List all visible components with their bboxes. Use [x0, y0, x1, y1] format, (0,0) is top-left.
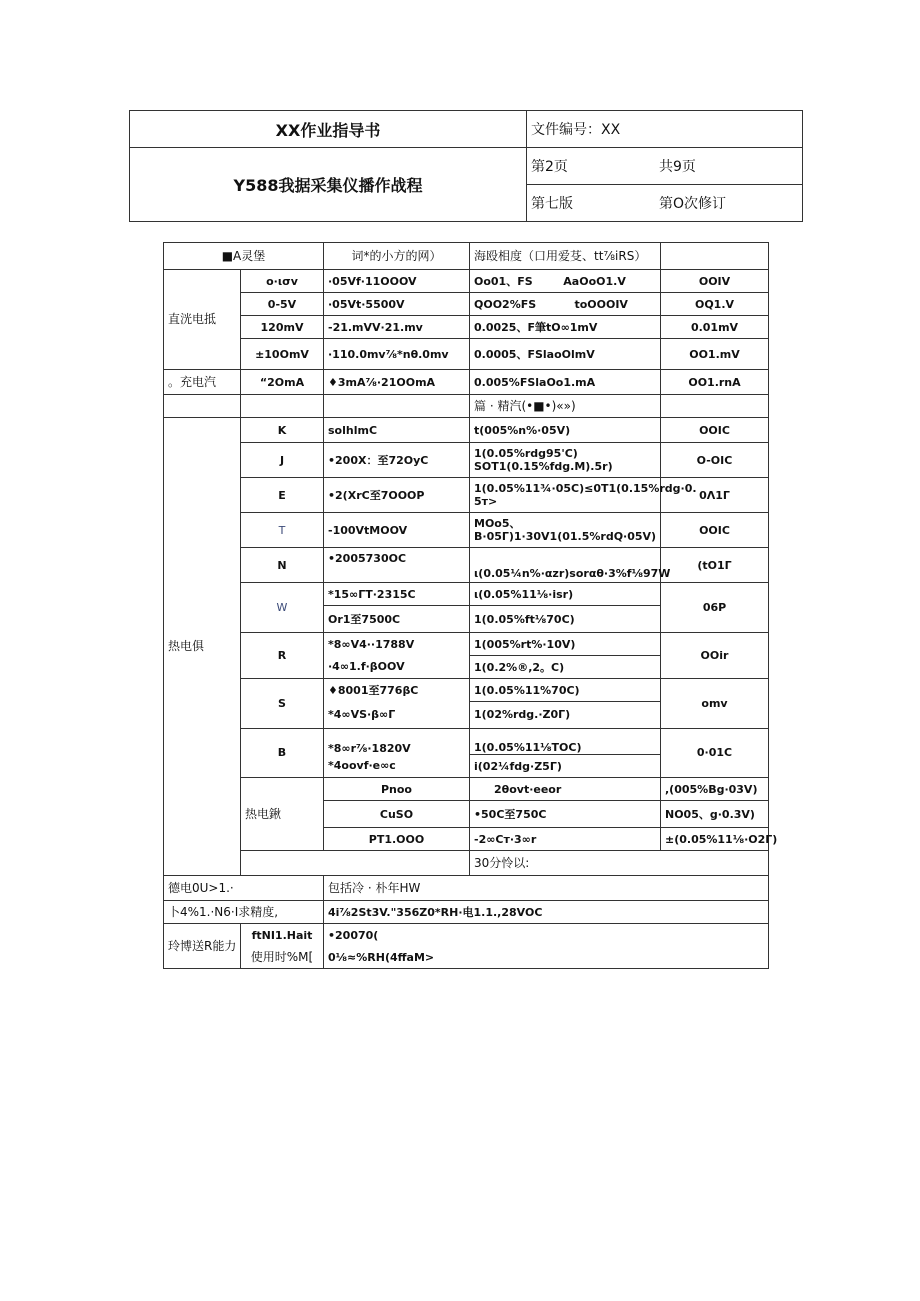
table-row — [164, 270, 769, 293]
current-group: 。充电汽 — [164, 370, 241, 395]
warmup-text: 30分怜以: — [470, 851, 769, 876]
page-number: 第2页 — [531, 159, 568, 175]
table-row — [164, 370, 769, 395]
accuracy-cell: 0.0005、FSlaoOlmV — [470, 339, 661, 370]
resolution-cell: OQ1.V — [661, 293, 769, 316]
table-row — [164, 851, 769, 876]
type-cell: T — [241, 513, 324, 548]
limit-cell: *8∞V4··1788V — [324, 633, 470, 656]
accuracy-cell: ,(005%Bg·03V) — [661, 778, 769, 801]
table-row — [164, 924, 769, 947]
type-cell: E — [241, 478, 324, 513]
accuracy-cell: QOO2%FS toOOOIV — [470, 293, 661, 316]
limit-cell: -21.mVV·21.mv — [324, 316, 470, 339]
table-row — [164, 443, 769, 478]
table-header-row — [164, 243, 769, 270]
type-cell: B — [241, 728, 324, 778]
accuracy-cell: 0.005%FSlaOo1.mA — [470, 370, 661, 395]
spec-table — [163, 242, 778, 969]
limit-cell: *4∞VS·β∞Γ — [324, 702, 470, 729]
table-row — [164, 395, 769, 418]
table-row — [164, 583, 769, 606]
env-group: 玲博送R能力 — [164, 924, 241, 969]
accuracy-cell: 1(0.05%11¾·05C)≤0T1(0.15%rdg·0. 5т> — [470, 478, 661, 513]
limit-cell: *4oovf·e∞c — [324, 755, 470, 778]
accuracy-cell: 1(0.2%®,2。C) — [470, 656, 661, 679]
header-function: ■A灵堡 — [164, 243, 324, 270]
revision: 第O次修订 — [659, 196, 727, 212]
resolution-cell: omv — [661, 679, 769, 729]
stability-text: 包括冷 · 朴年HW — [324, 876, 769, 901]
resolution-cell: 06P — [661, 583, 769, 633]
resolution-cell: 0.01mV — [661, 316, 769, 339]
resolution-cell: 0·01C — [661, 728, 769, 778]
range-cell: 120mV — [241, 316, 324, 339]
limit-cell: solhlmC — [324, 418, 470, 443]
env-value: 0⅛≈%RH(4ffaM> — [324, 946, 769, 969]
accuracy-cell: Oo01、FS AaOoO1.V — [470, 270, 661, 293]
accuracy-cell: 1(02%rdg.·Z0Γ) — [470, 702, 661, 729]
resolution-cell: OOIC — [661, 513, 769, 548]
table-row — [164, 316, 769, 339]
accuracy-note: 篇 · 精汽(•■•)«») — [470, 395, 661, 418]
limit-cell: ♦3mA⅞·21OOmA — [324, 370, 470, 395]
accuracy-cell: ι(0.05%11⅛·isr) — [470, 583, 661, 606]
range-cell: ±10OmV — [241, 339, 324, 370]
limit-cell: ·05Vt·5500V — [324, 293, 470, 316]
accuracy-cell: NO05、g·0.3V) — [661, 801, 769, 828]
limit-cell: 2θovt·eeor — [470, 778, 661, 801]
table-row — [164, 339, 769, 370]
version-info — [527, 185, 803, 222]
resolution-cell: (tO1Γ — [661, 548, 769, 583]
type-cell: N — [241, 548, 324, 583]
accuracy-cell: 1(0.05%ft⅛70C) — [470, 606, 661, 633]
env-value: •20070( — [324, 924, 769, 947]
limit-cell: Or1至7500C — [324, 606, 470, 633]
limit-cell: ·05Vf·11OOOV — [324, 270, 470, 293]
document-header — [129, 110, 803, 222]
table-row — [164, 478, 769, 513]
table-row — [164, 633, 769, 656]
limit-cell: •2(XrC至7OOOP — [324, 478, 470, 513]
type-cell: S — [241, 679, 324, 729]
header-resolution — [661, 243, 769, 270]
env-sub-label: ftNI1.Hait — [241, 924, 324, 947]
limit-cell: *8∞r⅞·1820V — [324, 728, 470, 755]
resolution-cell: OO1.mV — [661, 339, 769, 370]
limit-cell: -100VtMOOV — [324, 513, 470, 548]
accuracy-cell: i(02¼fdg·Z5Γ) — [470, 755, 661, 778]
table-row — [164, 876, 769, 901]
dc-voltage-group: 直洸电抵 — [164, 270, 241, 370]
stability-label: 德电0U>1.· — [164, 876, 324, 901]
page-total: 共9页 — [659, 159, 696, 175]
type-cell: Pnoo — [324, 778, 470, 801]
accuracy-cell: 1(0.05%11%70C) — [470, 679, 661, 702]
limit-cell: ·4∞1.f·βOOV — [324, 656, 470, 679]
range-cell: o·ισv — [241, 270, 324, 293]
precision-label: 卜4%1.·N6·I求精度, — [164, 901, 324, 924]
resolution-cell: OOir — [661, 633, 769, 679]
table-row — [164, 946, 769, 969]
type-cell: CuSO — [324, 801, 470, 828]
accuracy-cell: ι(0.05¼n%·αzr)sorαθ·3%f⅛97W — [470, 548, 661, 583]
header-range: 词*的小方的网） — [324, 243, 470, 270]
limit-cell: *15∞ΓT·2315C — [324, 583, 470, 606]
accuracy-cell: 0.0025、F筆tO∞1mV — [470, 316, 661, 339]
range-cell: 0-5V — [241, 293, 324, 316]
table-row — [164, 548, 769, 583]
limit-cell: ♦8001至776βC — [324, 679, 470, 702]
limit-cell: •50C至750C — [470, 801, 661, 828]
table-row — [164, 728, 769, 755]
rtd-group: 热电鍬 — [241, 778, 324, 851]
limit-cell: •200X：至72OyC — [324, 443, 470, 478]
type-cell: K — [241, 418, 324, 443]
accuracy-cell: 1(005%rt%·10V) — [470, 633, 661, 656]
type-cell: R — [241, 633, 324, 679]
range-cell: “2OmA — [241, 370, 324, 395]
document-number: 文件编号：XX — [527, 111, 803, 148]
table-row — [164, 418, 769, 443]
env-sub-label: 使用时%M[ — [241, 946, 324, 969]
limit-cell: -2∞Cт·3∞r — [470, 828, 661, 851]
header-accuracy: 海殴相度（口用爱芟、tt⅞iRS） — [470, 243, 661, 270]
table-row — [164, 679, 769, 702]
resolution-cell: O-OIC — [661, 443, 769, 478]
table-row — [164, 778, 769, 801]
document-title: XX作业指导书 — [130, 111, 527, 148]
type-cell: J — [241, 443, 324, 478]
table-row — [164, 901, 769, 924]
edition: 第七版 — [531, 196, 573, 212]
type-cell: PT1.OOO — [324, 828, 470, 851]
accuracy-cell: MOo5、 B·05Γ)1·30V1(01.5%rdQ·05V) — [470, 513, 661, 548]
accuracy-cell: ±(0.05%11⅛·O2Γ) — [661, 828, 769, 851]
accuracy-cell: 1(0.05%11⅛TOC) — [470, 728, 661, 755]
resolution-cell: OO1.rnA — [661, 370, 769, 395]
resolution-cell: OOIV — [661, 270, 769, 293]
table-row — [164, 293, 769, 316]
thermocouple-group: 热电俱 — [164, 418, 241, 876]
procedure-title: Y588我据采集仪播作战程 — [130, 148, 527, 222]
resolution-cell: 0Λ1Γ — [661, 478, 769, 513]
accuracy-cell: t(005%n%·05V) — [470, 418, 661, 443]
type-cell: W — [241, 583, 324, 633]
limit-cell: ·110.0mv⅞*nθ.0mv — [324, 339, 470, 370]
page-info — [527, 148, 803, 185]
limit-cell: •2005730OC — [324, 548, 470, 583]
accuracy-cell: 1(0.05%rdg95'C) SOT1(0.15%fdg.M).5r) — [470, 443, 661, 478]
precision-text: 4i⅞2St3V."356Z0*RH·电1.1.,28VOC — [324, 901, 769, 924]
resolution-cell: OOIC — [661, 418, 769, 443]
table-row — [164, 513, 769, 548]
